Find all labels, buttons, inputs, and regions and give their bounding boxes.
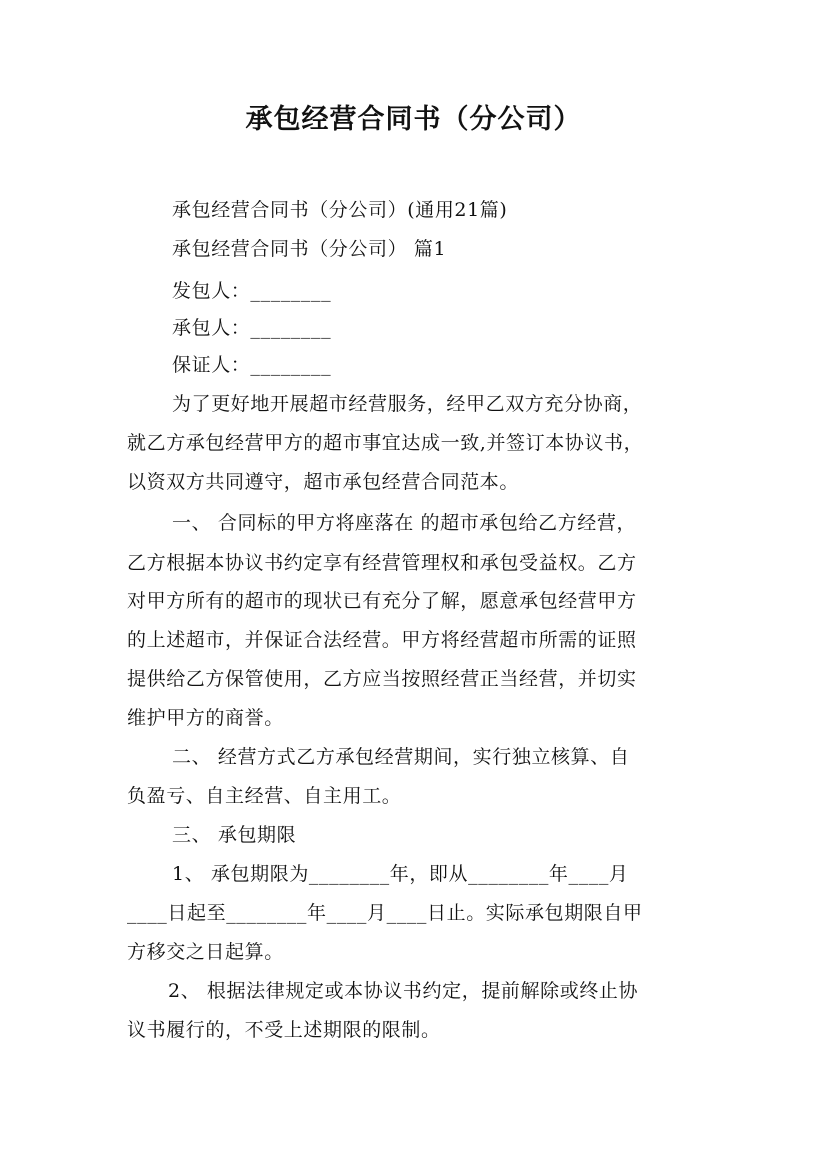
paragraph-line: 负盈亏、自主经营、自主用工。 — [127, 785, 402, 807]
paragraph-line: 维护甲方的商誉。 — [127, 707, 284, 729]
paragraph-line: 提供给乙方保管使用，乙方应当按照经营正当经营，并切实 — [127, 668, 637, 690]
paragraph-line: 就乙方承包经营甲方的超市事宜达成一致,并签订本协议书， — [127, 432, 644, 454]
paragraph-line: 为了更好地开展超市经营服务，经甲乙双方充分协商， — [172, 393, 643, 415]
paragraph-line: 乙方根据本协议书约定享有经营管理权和承包受益权。乙方 — [127, 552, 637, 574]
party-issuer-line: 发包人：________ — [172, 280, 332, 302]
clause-line: 2、 根据法律规定或本协议书约定，提前解除或终止协 — [168, 980, 639, 1002]
clause-line: 1、 承包期限为________年，即从________年____月 — [172, 863, 629, 885]
party-guarantor-line: 保证人：________ — [172, 354, 332, 376]
clause-line: 二、 经营方式乙方承包经营期间，实行独立核算、自 — [172, 746, 630, 768]
paragraph-line: 方移交之日起算。 — [127, 941, 284, 963]
paragraph-line: ____日起至________年____月____日止。实际承包期限自甲 — [127, 902, 643, 924]
paragraph-line: 以资双方共同遵守，超市承包经营合同范本。 — [127, 471, 520, 493]
document-title: 承包经营合同书（分公司） — [245, 104, 582, 135]
clause-heading: 三、 承包期限 — [172, 824, 297, 846]
section-heading: 承包经营合同书（分公司） 篇1 — [172, 238, 447, 260]
paragraph-line: 对甲方所有的超市的现状已有充分了解，愿意承包经营甲方 — [127, 590, 637, 612]
paragraph-line: 议书履行的，不受上述期限的限制。 — [127, 1019, 441, 1041]
party-contractor-line: 承包人：________ — [172, 317, 332, 339]
clause-line: 一、 合同标的甲方将座落在 的超市承包给乙方经营， — [172, 512, 637, 534]
subtitle-line: 承包经营合同书（分公司）(通用21篇) — [172, 199, 508, 221]
paragraph-line: 的上述超市，并保证合法经营。甲方将经营超市所需的证照 — [127, 629, 637, 651]
